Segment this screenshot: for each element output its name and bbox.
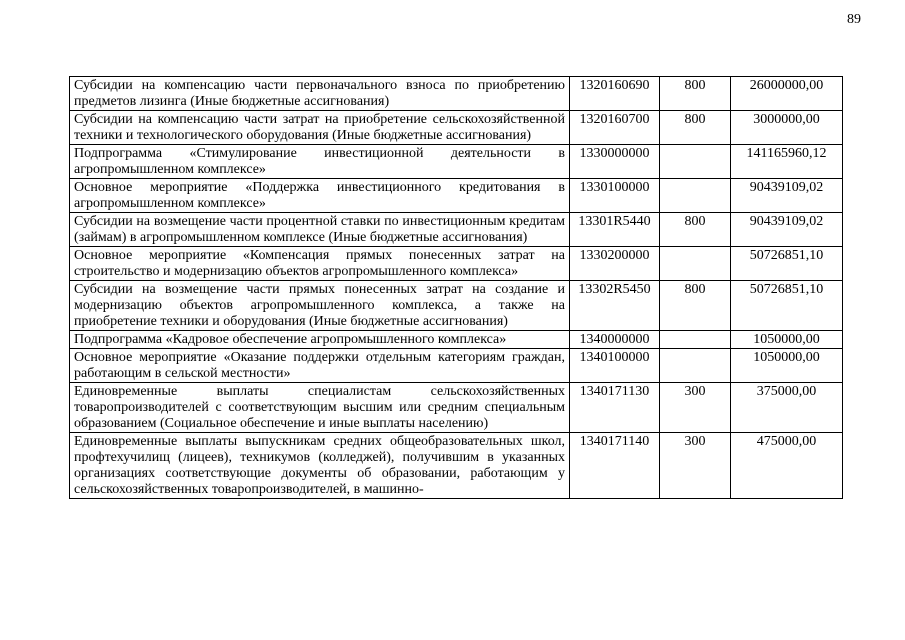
row-name: Субсидии на компенсацию части первоначального взноса по приобретению предметов лизинга (Иные бюджетные ассигнования): [70, 77, 570, 111]
table-row: [70, 281, 843, 331]
row-expense-type: 300: [660, 433, 731, 499]
table-row: [70, 111, 843, 145]
table-row: [70, 247, 843, 281]
row-name: Единовременные выплаты специалистам сельскохозяйственных товаропроизводителей с соответствующим высшим или средним специальным образованием (Социальное обеспечение и иные выплаты населению): [70, 383, 570, 433]
row-sum: 3000000,00: [731, 111, 843, 145]
row-name: Основное мероприятие «Оказание поддержки отдельным категориям граждан, работающим в сельской местности»: [70, 349, 570, 383]
row-sum: 1050000,00: [731, 349, 843, 383]
row-expense-type: [660, 247, 731, 281]
row-code: 1340171130: [570, 383, 660, 433]
table-row: [70, 433, 843, 499]
table-row: [70, 331, 843, 349]
row-name: Основное мероприятие «Компенсация прямых понесенных затрат на строительство и модернизацию объектов агропромышленного комплекса»: [70, 247, 570, 281]
row-name: Субсидии на возмещение части прямых понесенных затрат на создание и модернизацию объектов агропромышленного комплекса, а также на приобретение техники и оборудования (Иные бюджетные ассигнования): [70, 281, 570, 331]
row-name: Единовременные выплаты выпускникам средних общеобразовательных школ, профтехучилищ (лицеев), техникумов (колледжей), получившим в указанных организациях соответствующие документы об образовании, работающим у сельскохозяйственных товаропроизводителей, в машинно-: [70, 433, 570, 499]
row-expense-type: 800: [660, 213, 731, 247]
budget-table: [69, 76, 843, 499]
table-row: [70, 179, 843, 213]
table-row: [70, 145, 843, 179]
row-expense-type: 800: [660, 111, 731, 145]
row-sum: 50726851,10: [731, 247, 843, 281]
row-code: 1330100000: [570, 179, 660, 213]
row-name: Субсидии на возмещение части процентной ставки по инвестиционным кредитам (займам) в агропромышленном комплексе (Иные бюджетные ассигнования): [70, 213, 570, 247]
row-code: 1340100000: [570, 349, 660, 383]
row-expense-type: 800: [660, 77, 731, 111]
row-expense-type: [660, 331, 731, 349]
row-name: Подпрограмма «Стимулирование инвестиционной деятельности в агропромышленном комплексе»: [70, 145, 570, 179]
row-sum: 375000,00: [731, 383, 843, 433]
row-expense-type: 300: [660, 383, 731, 433]
row-expense-type: 800: [660, 281, 731, 331]
row-code: 1330200000: [570, 247, 660, 281]
row-sum: 141165960,12: [731, 145, 843, 179]
row-expense-type: [660, 179, 731, 213]
row-sum: 26000000,00: [731, 77, 843, 111]
row-code: 1320160690: [570, 77, 660, 111]
row-expense-type: [660, 145, 731, 179]
row-code: 13301R5440: [570, 213, 660, 247]
row-code: 1320160700: [570, 111, 660, 145]
row-sum: 90439109,02: [731, 213, 843, 247]
row-sum: 50726851,10: [731, 281, 843, 331]
row-code: 13302R5450: [570, 281, 660, 331]
table-row: [70, 349, 843, 383]
row-name: Подпрограмма «Кадровое обеспечение агропромышленного комплекса»: [70, 331, 570, 349]
table-row: [70, 77, 843, 111]
row-name: Субсидии на компенсацию части затрат на приобретение сельскохозяйственной техники и технологического оборудования (Иные бюджетные ассигнования): [70, 111, 570, 145]
row-name: Основное мероприятие «Поддержка инвестиционного кредитования в агропромышленном комплексе»: [70, 179, 570, 213]
row-code: 1340000000: [570, 331, 660, 349]
row-expense-type: [660, 349, 731, 383]
page-number: 89: [847, 12, 861, 27]
row-code: 1330000000: [570, 145, 660, 179]
row-sum: 90439109,02: [731, 179, 843, 213]
row-sum: 1050000,00: [731, 331, 843, 349]
table-row: [70, 213, 843, 247]
row-code: 1340171140: [570, 433, 660, 499]
row-sum: 475000,00: [731, 433, 843, 499]
table-row: [70, 383, 843, 433]
